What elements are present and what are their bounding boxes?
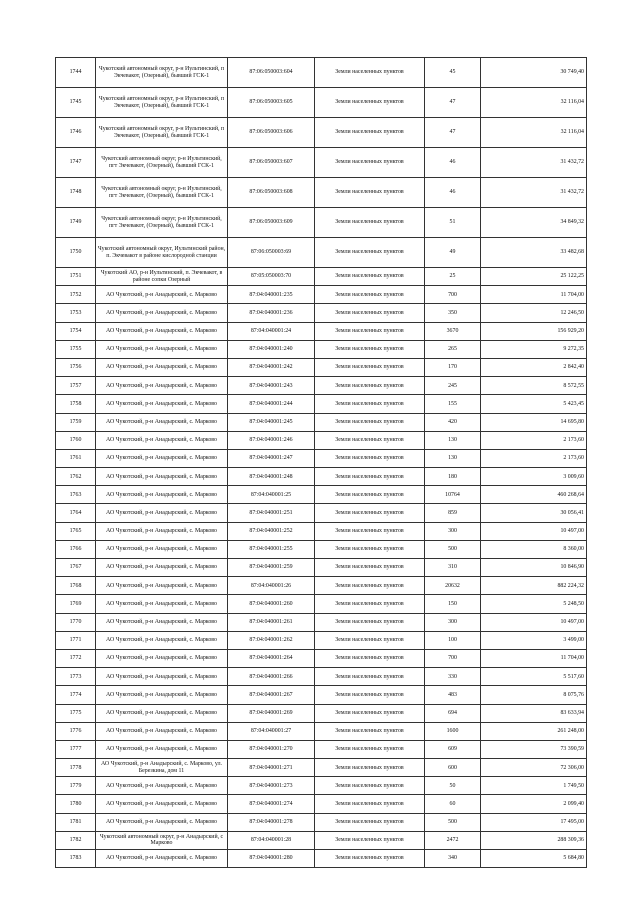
row-number-cell: 1747 [56, 148, 96, 178]
address-cell: АО Чукотский, р-н Анадырский, с. Марково [96, 686, 228, 704]
row-number-cell: 1750 [56, 238, 96, 268]
address-cell: АО Чукотский, р-н Анадырский, с. Марково [96, 559, 228, 577]
land-category-cell: Земли населенных пунктов [315, 704, 425, 722]
address-cell: АО Чукотский, р-н Анадырский, с. Марково [96, 449, 228, 467]
land-category-cell: Земли населенных пунктов [315, 722, 425, 740]
cadastral-number-cell: 87:04:040001:260 [228, 595, 315, 613]
cadastral-value-cell: 17 495,00 [481, 813, 587, 831]
row-number-cell: 1783 [56, 850, 96, 868]
land-category-cell: Земли населенных пунктов [315, 559, 425, 577]
address-cell: АО Чукотский, р-н Анадырский, с. Марково [96, 377, 228, 395]
land-category-cell: Земли населенных пунктов [315, 377, 425, 395]
cadastral-number-cell: 87:04:040001:267 [228, 686, 315, 704]
cadastral-value-cell: 10 497,00 [481, 522, 587, 540]
cadastral-value-cell: 882 224,32 [481, 577, 587, 595]
cadastral-value-cell: 83 633,94 [481, 704, 587, 722]
table-row [56, 759, 587, 777]
land-category-cell: Земли населенных пунктов [315, 613, 425, 631]
area-cell: 49 [425, 238, 481, 268]
row-number-cell: 1773 [56, 668, 96, 686]
cadastral-value-cell: 33 482,68 [481, 238, 587, 268]
cadastral-number-cell: 87:04:040001:28 [228, 831, 315, 849]
row-number-cell: 1779 [56, 777, 96, 795]
table-row [56, 577, 587, 595]
land-category-cell: Земли населенных пунктов [315, 358, 425, 376]
cadastral-number-cell: 87:05:050003:70 [228, 268, 315, 286]
cadastral-number-cell: 87:04:040001:274 [228, 795, 315, 813]
table-body [56, 58, 587, 868]
address-cell: АО Чукотский, р-н Анадырский, с. Марково [96, 540, 228, 558]
area-cell: 150 [425, 595, 481, 613]
cadastral-value-cell: 30 056,41 [481, 504, 587, 522]
cadastral-number-cell: 87:04:040001:243 [228, 377, 315, 395]
table-row [56, 449, 587, 467]
land-category-cell: Земли населенных пунктов [315, 686, 425, 704]
cadastral-number-cell: 87:04:040001:251 [228, 504, 315, 522]
cadastral-number-cell: 87:04:040001:252 [228, 522, 315, 540]
land-category-cell: Земли населенных пунктов [315, 148, 425, 178]
area-cell: 310 [425, 559, 481, 577]
area-cell: 20632 [425, 577, 481, 595]
table-row [56, 831, 587, 849]
area-cell: 10764 [425, 486, 481, 504]
area-cell: 51 [425, 208, 481, 238]
cadastral-value-cell: 73 390,59 [481, 740, 587, 758]
row-number-cell: 1746 [56, 118, 96, 148]
area-cell: 170 [425, 358, 481, 376]
address-cell: АО Чукотский, р-н Анадырский, с. Марково [96, 522, 228, 540]
cadastral-number-cell: 87:04:040001:271 [228, 759, 315, 777]
table-row [56, 631, 587, 649]
cadastral-value-cell: 2 099,40 [481, 795, 587, 813]
cadastral-number-cell: 87:06:050003:608 [228, 178, 315, 208]
land-category-cell: Земли населенных пунктов [315, 322, 425, 340]
cadastral-value-cell: 5 423,45 [481, 395, 587, 413]
row-number-cell: 1751 [56, 268, 96, 286]
address-cell: АО Чукотский, р-н Анадырский, с. Марково [96, 286, 228, 304]
land-category-cell: Земли населенных пунктов [315, 850, 425, 868]
table-row [56, 413, 587, 431]
land-category-cell: Земли населенных пунктов [315, 813, 425, 831]
row-number-cell: 1768 [56, 577, 96, 595]
cadastral-value-cell: 11 704,00 [481, 649, 587, 667]
table-row [56, 540, 587, 558]
area-cell: 50 [425, 777, 481, 795]
table-row [56, 377, 587, 395]
area-cell: 155 [425, 395, 481, 413]
address-cell: Чукотский автономный округ, р-н Иультинский, пгт Экчевакот, (Озерный), бывший ГСК-1 [96, 208, 228, 238]
address-cell: Чукотский автономный округ, р-н Иультинский, п Экчевакот, (Озерный), бывший ГСК-1 [96, 88, 228, 118]
cadastral-value-cell: 156 929,20 [481, 322, 587, 340]
area-cell: 100 [425, 631, 481, 649]
row-number-cell: 1761 [56, 449, 96, 467]
cadastral-value-cell: 34 849,32 [481, 208, 587, 238]
area-cell: 609 [425, 740, 481, 758]
cadastral-value-cell: 2 173,60 [481, 431, 587, 449]
row-number-cell: 1774 [56, 686, 96, 704]
table-row [56, 322, 587, 340]
cadastral-value-cell: 1 749,50 [481, 777, 587, 795]
row-number-cell: 1777 [56, 740, 96, 758]
cadastral-number-cell: 87:04:040001:245 [228, 413, 315, 431]
cadastral-value-cell: 12 246,50 [481, 304, 587, 322]
table-row [56, 704, 587, 722]
cadastral-number-cell: 87:04:040001:25 [228, 486, 315, 504]
address-cell: Чукотский автономный округ, Иультинский район, п. Экчевакот в районе кислородной станции [96, 238, 228, 268]
table-row [56, 208, 587, 238]
cadastral-number-cell: 87:04:040001:27 [228, 722, 315, 740]
land-category-cell: Земли населенных пунктов [315, 413, 425, 431]
address-cell: АО Чукотский, р-н Анадырский, с. Марково [96, 813, 228, 831]
row-number-cell: 1763 [56, 486, 96, 504]
cadastral-number-cell: 87:04:040001:264 [228, 649, 315, 667]
cadastral-number-cell: 87:04:040001:273 [228, 777, 315, 795]
table-row [56, 178, 587, 208]
land-category-cell: Земли населенных пунктов [315, 268, 425, 286]
cadastral-number-cell: 87:04:040001:235 [228, 286, 315, 304]
area-cell: 500 [425, 813, 481, 831]
cadastral-number-cell: 87:04:040001:236 [228, 304, 315, 322]
row-number-cell: 1769 [56, 595, 96, 613]
row-number-cell: 1755 [56, 340, 96, 358]
area-cell: 340 [425, 850, 481, 868]
area-cell: 700 [425, 649, 481, 667]
row-number-cell: 1772 [56, 649, 96, 667]
area-cell: 1600 [425, 722, 481, 740]
area-cell: 45 [425, 58, 481, 88]
land-category-cell: Земли населенных пунктов [315, 540, 425, 558]
area-cell: 130 [425, 449, 481, 467]
area-cell: 180 [425, 468, 481, 486]
row-number-cell: 1765 [56, 522, 96, 540]
cadastral-number-cell: 87:06:050003:69 [228, 238, 315, 268]
table-row [56, 740, 587, 758]
cadastral-value-cell: 5 517,60 [481, 668, 587, 686]
address-cell: АО Чукотский, р-н Анадырский, с. Марково [96, 395, 228, 413]
row-number-cell: 1771 [56, 631, 96, 649]
cadastral-value-cell: 261 248,00 [481, 722, 587, 740]
area-cell: 350 [425, 304, 481, 322]
row-number-cell: 1764 [56, 504, 96, 522]
cadastral-value-cell: 10 497,00 [481, 613, 587, 631]
area-cell: 420 [425, 413, 481, 431]
address-cell: АО Чукотский, р-н Анадырский, с. Марково [96, 668, 228, 686]
cadastral-number-cell: 87:04:040001:280 [228, 850, 315, 868]
cadastral-number-cell: 87:04:040001:242 [228, 358, 315, 376]
row-number-cell: 1745 [56, 88, 96, 118]
cadastral-value-cell: 25 122,25 [481, 268, 587, 286]
land-category-cell: Земли населенных пунктов [315, 486, 425, 504]
table-row [56, 268, 587, 286]
row-number-cell: 1759 [56, 413, 96, 431]
row-number-cell: 1778 [56, 759, 96, 777]
table-row [56, 813, 587, 831]
cadastral-number-cell: 87:06:050003:604 [228, 58, 315, 88]
address-cell: АО Чукотский, р-н Анадырский, с. Марково [96, 649, 228, 667]
land-category-cell: Земли населенных пунктов [315, 777, 425, 795]
area-cell: 25 [425, 268, 481, 286]
row-number-cell: 1757 [56, 377, 96, 395]
table-row [56, 504, 587, 522]
cadastral-value-cell: 3 009,60 [481, 468, 587, 486]
table-row [56, 58, 587, 88]
row-number-cell: 1781 [56, 813, 96, 831]
area-cell: 694 [425, 704, 481, 722]
row-number-cell: 1744 [56, 58, 96, 88]
cadastral-number-cell: 87:04:040001:244 [228, 395, 315, 413]
land-category-cell: Земли населенных пунктов [315, 178, 425, 208]
row-number-cell: 1775 [56, 704, 96, 722]
cadastral-value-cell: 9 272,35 [481, 340, 587, 358]
land-category-cell: Земли населенных пунктов [315, 431, 425, 449]
cadastral-value-cell: 8 360,00 [481, 540, 587, 558]
row-number-cell: 1780 [56, 795, 96, 813]
area-cell: 60 [425, 795, 481, 813]
address-cell: АО Чукотский, р-н Анадырский, с. Марково [96, 740, 228, 758]
row-number-cell: 1766 [56, 540, 96, 558]
table-row [56, 304, 587, 322]
area-cell: 46 [425, 148, 481, 178]
cadastral-number-cell: 87:04:040001:278 [228, 813, 315, 831]
address-cell: АО Чукотский, р-н Анадырский, с. Марково [96, 504, 228, 522]
table-row [56, 286, 587, 304]
table-row [56, 777, 587, 795]
cadastral-number-cell: 87:06:050003:607 [228, 148, 315, 178]
address-cell: АО Чукотский, р-н Анадырский, с. Марково [96, 358, 228, 376]
land-category-cell: Земли населенных пунктов [315, 668, 425, 686]
cadastral-number-cell: 87:06:050003:606 [228, 118, 315, 148]
area-cell: 47 [425, 118, 481, 148]
table-row [56, 118, 587, 148]
address-cell: Чукотский автономный округ, р-н Иультинский, п Экчевакот, (Озерный), бывший ГСК-1 [96, 118, 228, 148]
table-row [56, 595, 587, 613]
row-number-cell: 1754 [56, 322, 96, 340]
cadastral-number-cell: 87:06:050003:609 [228, 208, 315, 238]
land-category-cell: Земли населенных пунктов [315, 286, 425, 304]
cadastral-value-cell: 2 842,40 [481, 358, 587, 376]
area-cell: 300 [425, 522, 481, 540]
area-cell: 245 [425, 377, 481, 395]
land-category-cell: Земли населенных пунктов [315, 395, 425, 413]
land-category-cell: Земли населенных пунктов [315, 468, 425, 486]
area-cell: 3670 [425, 322, 481, 340]
address-cell: АО Чукотский, р-н Анадырский, с. Марково [96, 777, 228, 795]
cadastral-number-cell: 87:04:040001:247 [228, 449, 315, 467]
land-category-cell: Земли населенных пунктов [315, 759, 425, 777]
cadastral-number-cell: 87:04:040001:246 [228, 431, 315, 449]
row-number-cell: 1767 [56, 559, 96, 577]
table-row [56, 340, 587, 358]
row-number-cell: 1770 [56, 613, 96, 631]
land-category-cell: Земли населенных пунктов [315, 118, 425, 148]
land-category-cell: Земли населенных пунктов [315, 740, 425, 758]
address-cell: Чукотский АО, р-н Иультинский, п. Экчевакот, в районе сопки Озерный [96, 268, 228, 286]
address-cell: АО Чукотский, р-н Анадырский, с. Марково [96, 795, 228, 813]
table-row [56, 649, 587, 667]
area-cell: 265 [425, 340, 481, 358]
cadastral-value-cell: 8 075,76 [481, 686, 587, 704]
address-cell: АО Чукотский, р-н Анадырский, с. Марково [96, 595, 228, 613]
area-cell: 130 [425, 431, 481, 449]
area-cell: 47 [425, 88, 481, 118]
address-cell: Чукотский автономный округ, р-н Иультинский, п Экчевакот, (Озерный), бывший ГСК-1 [96, 58, 228, 88]
table-row [56, 358, 587, 376]
cadastral-number-cell: 87:04:040001:26 [228, 577, 315, 595]
table-row [56, 613, 587, 631]
address-cell: АО Чукотский, р-н Анадырский, с. Марково [96, 631, 228, 649]
table-row [56, 395, 587, 413]
land-category-cell: Земли населенных пунктов [315, 504, 425, 522]
address-cell: Чукотский автономный округ, р-н Иультинский, пгт Экчевакот, (Озерный), бывший ГСК-1 [96, 178, 228, 208]
cadastral-number-cell: 87:04:040001:240 [228, 340, 315, 358]
cadastral-value-cell: 14 695,80 [481, 413, 587, 431]
table-row [56, 795, 587, 813]
cadastral-number-cell: 87:04:040001:259 [228, 559, 315, 577]
address-cell: АО Чукотский, р-н Анадырский, с. Марково [96, 413, 228, 431]
address-cell: АО Чукотский, р-н Анадырский, с. Марково [96, 468, 228, 486]
cadastral-value-cell: 460 268,64 [481, 486, 587, 504]
land-category-cell: Земли населенных пунктов [315, 631, 425, 649]
row-number-cell: 1753 [56, 304, 96, 322]
cadastral-number-cell: 87:04:040001:24 [228, 322, 315, 340]
table-row [56, 722, 587, 740]
table-row [56, 486, 587, 504]
land-plots-table [55, 57, 587, 868]
cadastral-value-cell: 5 684,80 [481, 850, 587, 868]
address-cell: АО Чукотский, р-н Анадырский, с. Марково [96, 704, 228, 722]
cadastral-value-cell: 8 572,55 [481, 377, 587, 395]
address-cell: АО Чукотский, р-н Анадырский, с. Марково [96, 577, 228, 595]
land-category-cell: Земли населенных пунктов [315, 577, 425, 595]
row-number-cell: 1749 [56, 208, 96, 238]
cadastral-number-cell: 87:04:040001:248 [228, 468, 315, 486]
address-cell: АО Чукотский, р-н Анадырский, с. Марково [96, 613, 228, 631]
address-cell: АО Чукотский, р-н Анадырский, с. Марково [96, 486, 228, 504]
table-row [56, 668, 587, 686]
area-cell: 2472 [425, 831, 481, 849]
land-category-cell: Земли населенных пунктов [315, 304, 425, 322]
land-category-cell: Земли населенных пунктов [315, 208, 425, 238]
table-row [56, 559, 587, 577]
table-row [56, 238, 587, 268]
area-cell: 500 [425, 540, 481, 558]
land-category-cell: Земли населенных пунктов [315, 449, 425, 467]
area-cell: 600 [425, 759, 481, 777]
address-cell: Чукотский автономный округ, р-н Анадырский, с Марково [96, 831, 228, 849]
cadastral-value-cell: 30 749,40 [481, 58, 587, 88]
cadastral-value-cell: 32 116,04 [481, 88, 587, 118]
address-cell: АО Чукотский, р-н Анадырский, с. Марково [96, 304, 228, 322]
cadastral-number-cell: 87:06:050003:605 [228, 88, 315, 118]
cadastral-value-cell: 32 116,04 [481, 118, 587, 148]
land-category-cell: Земли населенных пунктов [315, 595, 425, 613]
cadastral-value-cell: 5 248,50 [481, 595, 587, 613]
row-number-cell: 1756 [56, 358, 96, 376]
table-row [56, 686, 587, 704]
table-row [56, 148, 587, 178]
address-cell: АО Чукотский, р-н Анадырский, с. Марково [96, 850, 228, 868]
row-number-cell: 1762 [56, 468, 96, 486]
row-number-cell: 1748 [56, 178, 96, 208]
area-cell: 46 [425, 178, 481, 208]
cadastral-value-cell: 11 704,00 [481, 286, 587, 304]
cadastral-number-cell: 87:04:040001:266 [228, 668, 315, 686]
table-row [56, 850, 587, 868]
land-category-cell: Земли населенных пунктов [315, 522, 425, 540]
cadastral-value-cell: 2 173,60 [481, 449, 587, 467]
address-cell: АО Чукотский, р-н Анадырский, с. Марково [96, 431, 228, 449]
address-cell: АО Чукотский, р-н Анадырский, с. Марково [96, 722, 228, 740]
address-cell: АО Чукотский, р-н Анадырский, с. Марково [96, 322, 228, 340]
area-cell: 330 [425, 668, 481, 686]
land-category-cell: Земли населенных пунктов [315, 88, 425, 118]
row-number-cell: 1776 [56, 722, 96, 740]
table-row [56, 468, 587, 486]
cadastral-number-cell: 87:04:040001:255 [228, 540, 315, 558]
row-number-cell: 1752 [56, 286, 96, 304]
address-cell: АО Чукотский, р-н Анадырский, с. Марково, ул. Березкина, дом 11 [96, 759, 228, 777]
area-cell: 700 [425, 286, 481, 304]
area-cell: 483 [425, 686, 481, 704]
address-cell: АО Чукотский, р-н Анадырский, с. Марково [96, 340, 228, 358]
row-number-cell: 1760 [56, 431, 96, 449]
cadastral-value-cell: 288 309,36 [481, 831, 587, 849]
cadastral-value-cell: 72 306,00 [481, 759, 587, 777]
table-row [56, 431, 587, 449]
row-number-cell: 1782 [56, 831, 96, 849]
cadastral-value-cell: 10 846,90 [481, 559, 587, 577]
land-category-cell: Земли населенных пунктов [315, 831, 425, 849]
cadastral-number-cell: 87:04:040001:262 [228, 631, 315, 649]
land-category-cell: Земли населенных пунктов [315, 238, 425, 268]
cadastral-number-cell: 87:04:040001:269 [228, 704, 315, 722]
table-row [56, 522, 587, 540]
cadastral-value-cell: 31 432,72 [481, 148, 587, 178]
land-category-cell: Земли населенных пунктов [315, 58, 425, 88]
table-row [56, 88, 587, 118]
cadastral-number-cell: 87:04:040001:270 [228, 740, 315, 758]
cadastral-value-cell: 3 499,00 [481, 631, 587, 649]
land-category-cell: Земли населенных пунктов [315, 340, 425, 358]
address-cell: Чукотский автономный округ, р-н Иультинский, пгт Экчевакот, (Озерный), бывший ГСК-1 [96, 148, 228, 178]
area-cell: 859 [425, 504, 481, 522]
row-number-cell: 1758 [56, 395, 96, 413]
land-category-cell: Земли населенных пунктов [315, 649, 425, 667]
area-cell: 300 [425, 613, 481, 631]
land-category-cell: Земли населенных пунктов [315, 795, 425, 813]
cadastral-value-cell: 31 432,72 [481, 178, 587, 208]
cadastral-number-cell: 87:04:040001:261 [228, 613, 315, 631]
